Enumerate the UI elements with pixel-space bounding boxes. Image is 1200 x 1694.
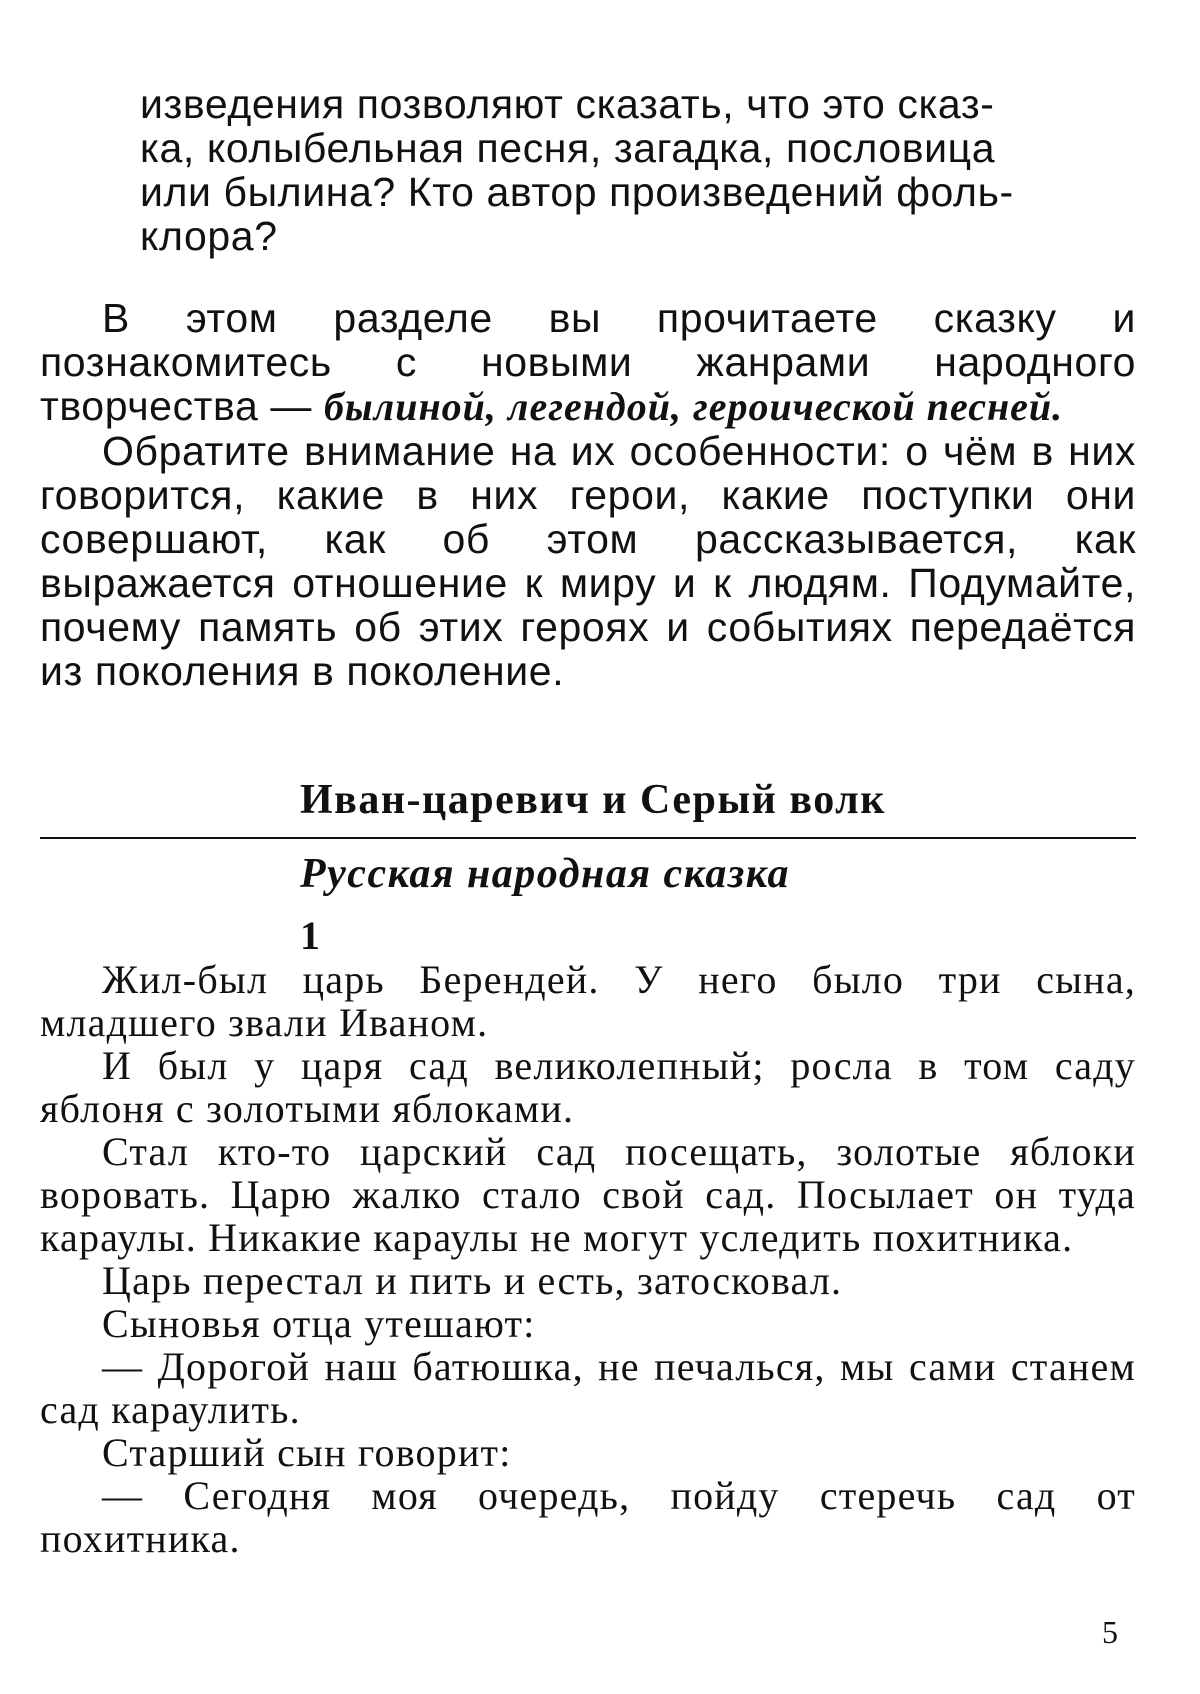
story-paragraph: Сыновья отца утешают:	[102, 1301, 536, 1346]
section-paragraph-text: В этом разделе вы прочитаете сказку и познакомитесь с новыми жанрами народного творчества —	[40, 295, 1136, 429]
story-paragraph: И был у царя сад великолепный; росла в том саду яблоня с золотыми яблоками.	[40, 1043, 1136, 1131]
story-body	[40, 958, 1136, 1560]
chapter-number: 1	[300, 913, 320, 958]
section-paragraph	[40, 296, 1136, 429]
story-paragraph: — Сегодня моя очередь, пойду стеречь сад от похитника.	[40, 1473, 1136, 1561]
intro-line: или былина? Кто автор произведений фоль-	[140, 169, 1014, 215]
story-paragraph: Жил-был царь Берендей. У него было три сына, младшего звали Иваном.	[40, 957, 1136, 1045]
story-title: Иван-царевич и Серый волк	[300, 777, 886, 823]
story-subtitle: Русская народная сказка	[300, 851, 791, 897]
page-number: 5	[1102, 1614, 1118, 1650]
story-paragraph: Царь перестал и пить и есть, затосковал.	[102, 1258, 843, 1303]
story-paragraph: — Дорогой наш батюшка, не печалься, мы сами станем сад караулить.	[40, 1344, 1136, 1432]
intro-line: изведения позволяют сказать, что это сказ-	[140, 81, 995, 127]
story-paragraph: Старший сын говорит:	[102, 1430, 512, 1475]
intro-line: клора?	[140, 213, 278, 259]
genre-list: былиной, легендой, героической песней.	[323, 384, 1064, 429]
intro-line: ка, колыбельная песня, загадка, пословица	[140, 125, 996, 171]
intro-text	[140, 82, 1120, 258]
title-divider	[40, 837, 1136, 839]
section-paragraph: Обратите внимание на их особенности: о чём в них говорится, какие в них герои, какие поступки они совершают, как об этом рассказывается, как выражается отношение к миру и к людям. Подумайте, почему память об этих героях и событиях передаётся из поколения в поколение.	[40, 428, 1136, 694]
story-paragraph: Стал кто-то царский сад посещать, золотые яблоки воровать. Царю жалко стало свой сад. Посылает он туда караулы. Никакие караулы не могут уследить похитника.	[40, 1129, 1136, 1260]
section-introduction	[40, 296, 1136, 693]
